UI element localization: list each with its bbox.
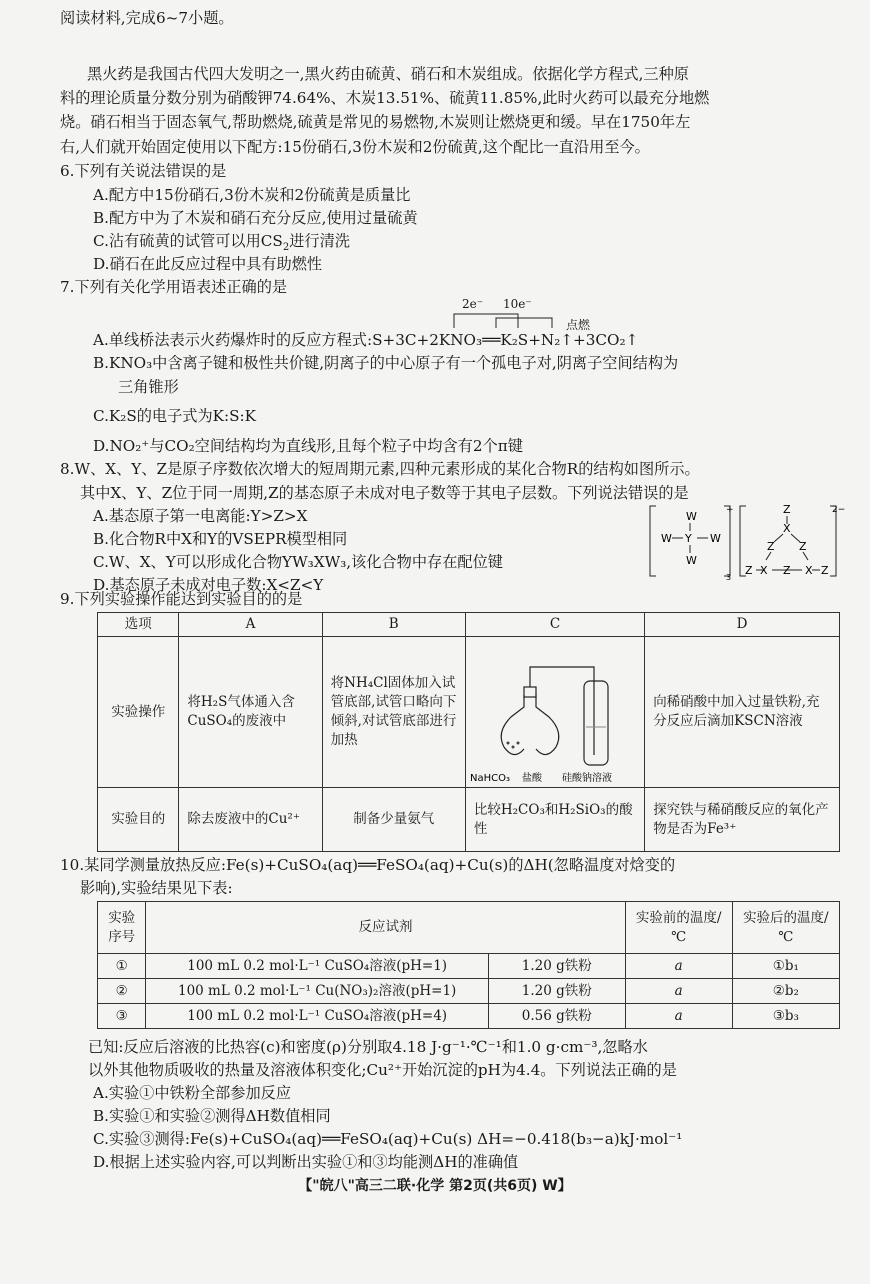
q10-row3-t1: ③b₃: [732, 1004, 839, 1029]
q8-option-c: C.W、X、Y可以形成化合物YW₃XW₃,该化合物中存在配位键: [93, 553, 503, 571]
q6-option-a: A.配方中15份硝石,3份木炭和2份硫黄是质量比: [93, 186, 411, 204]
q10-row1-no: ①: [98, 954, 146, 979]
intro-line-2: 黑火药是我国古代四大发明之一,黑火药由硫黄、硝石和木炭组成。依据化学方程式,三种原: [87, 65, 689, 83]
svg-text:+: +: [726, 505, 734, 515]
q9-operation-d: 向稀硝酸中加入过量铁粉,充分反应后滴加KSCN溶液: [645, 637, 840, 788]
q9-header-option: 选项: [98, 613, 179, 637]
svg-text:NaHCO₃: NaHCO₃: [469, 773, 510, 784]
compound-r-structure: [646, 500, 846, 582]
svg-text:W: W: [686, 554, 697, 567]
q9-table: [97, 612, 840, 852]
page-footer: 【"皖八"高三二联·化学 第2页(共6页) W】: [298, 1178, 572, 1194]
q10-option-a: A.实验①中铁粉全部参加反应: [93, 1084, 292, 1102]
q10-row3-iron: 0.56 g铁粉: [488, 1004, 625, 1029]
svg-text:X: X: [760, 564, 768, 577]
svg-text:Z: Z: [783, 503, 791, 516]
single-bridge-arrows: [448, 310, 558, 330]
q7-option-b-line1: B.KNO₃中含离子键和极性共价键,阴离子的中心原子有一个孤电子对,阴离子空间结构为: [93, 354, 679, 372]
q9-header-c: C: [465, 613, 644, 637]
intro-line-5: 右,人们就开始固定使用以下配方:15份硝石,3份木炭和2份硫黄,这个配比一直沿用至今。: [60, 138, 650, 156]
q9-header-b: B: [322, 613, 465, 637]
q8-option-d: D.基态原子未成对电子数:X<Z<Y: [93, 576, 324, 594]
intro-line-1: 阅读材料,完成6~7小题。: [60, 9, 234, 27]
q9-operation-c-apparatus: [465, 637, 644, 788]
q10-header-t0: 实验前的温度/℃: [625, 902, 732, 954]
q6-option-c: C.沾有硫黄的试管可以用$CS_2$进行清洗: [93, 232, 350, 254]
q10-option-b: B.实验①和实验②测得ΔH数值相同: [93, 1107, 331, 1125]
svg-text:W: W: [661, 532, 672, 545]
q10-header-no: 实验序号: [98, 902, 146, 954]
svg-text:盐酸: 盐酸: [521, 773, 542, 784]
svg-text:W: W: [710, 532, 721, 545]
q9-header-a: A: [179, 613, 322, 637]
q10-row2-t1: ②b₂: [732, 979, 839, 1004]
q6-stem: 6.下列有关说法错误的是: [60, 162, 227, 180]
svg-text:Z: Z: [745, 564, 753, 577]
svg-text:2−: 2−: [832, 505, 846, 515]
q9-purpose-c: 比较H₂CO₃和H₂SiO₃的酸性: [465, 788, 644, 852]
intro-line-3: 料的理论质量分数分别为硝酸钾74.64%、木炭13.51%、硫黄11.85%,此时火药可以最充分地燃: [60, 89, 710, 107]
q7-option-c: C.K₂S的电子式为K:S:K: [93, 407, 257, 425]
q10-row1-t0: a: [625, 954, 732, 979]
q10-row1-iron: 1.20 g铁粉: [488, 954, 625, 979]
svg-text:Y: Y: [685, 532, 692, 545]
svg-text:硅酸钠溶液: 硅酸钠溶液: [561, 773, 612, 784]
q10-row2-iron: 1.20 g铁粉: [488, 979, 625, 1004]
q8-stem-2: 其中X、Y、Z位于同一周期,Z的基态原子未成对电子数等于其电子层数。下列说法错误的是: [80, 484, 689, 502]
q7-option-d: D.NO₂⁺与CO₂空间结构均为直线形,且每个粒子中均含有2个π键: [93, 437, 523, 455]
q9-row-purpose-label: 实验目的: [98, 788, 179, 852]
q7-electron-10e: 10e⁻: [503, 297, 532, 311]
q10-row2-t0: a: [625, 979, 732, 1004]
q9-purpose-d: 探究铁与稀硝酸反应的氧化产物是否为Fe³⁺: [645, 788, 840, 852]
q10-row1-solution: 100 mL 0.2 mol·L⁻¹ CuSO₄溶液(pH=1): [146, 954, 489, 979]
q7-electron-2e: 2e⁻: [462, 297, 484, 311]
q10-row3-no: ③: [98, 1004, 146, 1029]
q8-stem-1: 8.W、X、Y、Z是原子序数依次增大的短周期元素,四种元素形成的某化合物R的结构如图所示。: [60, 460, 700, 478]
q10-stem-2: 影响),实验结果见下表:: [80, 879, 233, 897]
q10-known-1: 已知:反应后溶液的比热容(c)和密度(ρ)分别取4.18 J·g⁻¹·℃⁻¹和1.0 g·cm⁻³,忽略水: [88, 1038, 648, 1056]
q9-header-d: D: [645, 613, 840, 637]
q7-condition: 点燃: [566, 318, 591, 332]
q10-row3-solution: 100 mL 0.2 mol·L⁻¹ CuSO₄溶液(pH=4): [146, 1004, 489, 1029]
q10-option-d: D.根据上述实验内容,可以判断出实验①和③均能测ΔH的准确值: [93, 1153, 519, 1171]
svg-text:Z: Z: [821, 564, 829, 577]
q10-row1-t1: ①b₁: [732, 954, 839, 979]
q8-option-a: A.基态原子第一电离能:Y>Z>X: [93, 507, 308, 525]
svg-text:Z: Z: [799, 540, 807, 553]
apparatus-diagram: [466, 637, 636, 787]
q9-stem: 9.下列实验操作能达到实验目的的是: [60, 590, 303, 608]
q10-row3-t0: a: [625, 1004, 732, 1029]
q10-row2-solution: 100 mL 0.2 mol·L⁻¹ Cu(NO₃)₂溶液(pH=1): [146, 979, 489, 1004]
q10-known-2: 以外其他物质吸收的热量及溶液体积变化;Cu²⁺开始沉淀的pH为4.4。下列说法正确的是: [88, 1061, 677, 1079]
q9-row-operation-label: 实验操作: [98, 637, 179, 788]
q6-option-d: D.硝石在此反应过程中具有助燃性: [93, 255, 323, 273]
q10-stem-1: 10.某同学测量放热反应:Fe(s)+CuSO₄(aq)══FeSO₄(aq)+Cu(s)的ΔH(忽略温度对焓变的: [60, 856, 676, 874]
q8-option-b: B.化合物R中X和Y的VSEPR模型相同: [93, 530, 348, 548]
q10-row2-no: ②: [98, 979, 146, 1004]
q7-stem: 7.下列有关化学用语表述正确的是: [60, 278, 288, 296]
q10-header-reagent: 反应试剂: [146, 902, 625, 954]
q7-option-b-line2: 三角锥形: [118, 378, 179, 396]
svg-text:X: X: [805, 564, 813, 577]
q10-table: [97, 901, 840, 1029]
q7-option-a: A.单线桥法表示火药爆炸时的反应方程式:S+3C+2KNO₃══K₂S+N₂↑+3CO₂↑: [93, 331, 639, 349]
svg-text:W: W: [686, 510, 697, 523]
svg-text:3: 3: [726, 573, 732, 582]
q9-operation-b: 将NH₄Cl固体加入试管底部,试管口略向下倾斜,对试管底部进行加热: [322, 637, 465, 788]
q10-header-t1: 实验后的温度/℃: [732, 902, 839, 954]
q10-option-c: C.实验③测得:Fe(s)+CuSO₄(aq)══FeSO₄(aq)+Cu(s) ΔH=−0.418(b₃−a)kJ·mol⁻¹: [93, 1130, 683, 1148]
svg-text:X: X: [783, 522, 791, 535]
intro-line-4: 烧。硝石相当于固态氧气,帮助燃烧,硫黄是常见的易燃物,木炭则让燃烧更和缓。早在1750年左: [60, 113, 691, 131]
svg-text:Z: Z: [767, 540, 775, 553]
svg-text:Z: Z: [783, 564, 791, 577]
q9-purpose-a: 除去废液中的Cu²⁺: [179, 788, 322, 852]
q9-purpose-b: 制备少量氨气: [322, 788, 465, 852]
q6-option-b: B.配方中为了木炭和硝石充分反应,使用过量硫黄: [93, 209, 418, 227]
q9-operation-a: 将H₂S气体通入含CuSO₄的废液中: [179, 637, 322, 788]
